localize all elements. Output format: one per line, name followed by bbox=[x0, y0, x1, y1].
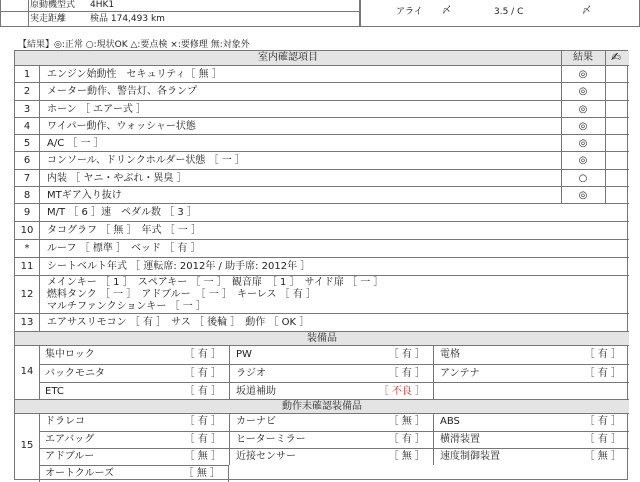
equipment-value: ［ 有 ］ bbox=[184, 368, 221, 379]
row-number: 6 bbox=[23, 155, 31, 167]
equipment-name: ドラレコ bbox=[45, 416, 85, 427]
equipment-value: ［ 有 ］ bbox=[584, 368, 621, 379]
equipment-value: ［ 無 ］ bbox=[184, 451, 221, 462]
unverified-equipment-cell bbox=[433, 448, 629, 465]
equipment-value: ［ 有 ］ bbox=[184, 416, 221, 427]
equipment-name: 近接センサー bbox=[236, 451, 296, 462]
equipment-value: ［ 有 ］ bbox=[388, 368, 425, 379]
result-mark: ◎ bbox=[578, 120, 588, 132]
row-number: 14 bbox=[20, 366, 34, 377]
equipment-cell bbox=[39, 382, 229, 400]
row-number: 13 bbox=[20, 317, 34, 328]
equipment-name: 坂道補助 bbox=[236, 386, 276, 397]
row-number: 7 bbox=[23, 172, 31, 184]
unverified-equipment-cell bbox=[229, 414, 433, 431]
equipment-cell bbox=[229, 346, 433, 364]
equipment-name: アンテナ bbox=[440, 368, 480, 379]
row-text: MTギア入り抜け bbox=[47, 189, 122, 201]
checklist-row bbox=[15, 117, 629, 134]
equipment-name: オートクルーズ bbox=[45, 468, 114, 479]
equipment-cell bbox=[433, 346, 629, 364]
row-number: 5 bbox=[23, 138, 31, 149]
unverified-equipment-cell bbox=[229, 448, 433, 465]
unverified-equipment-cell bbox=[433, 431, 629, 448]
equipment-cell bbox=[229, 382, 433, 400]
row-text: M/T ［ 6 ］速 ペダル数 ［ 3 ］ bbox=[47, 207, 197, 218]
equipment-cell bbox=[39, 346, 229, 364]
section-interior-title: 室内確認項目 bbox=[258, 52, 318, 63]
equipment-cell bbox=[229, 364, 433, 382]
row-number: 15 bbox=[20, 440, 34, 451]
mileage-value: 検品 174,493 km bbox=[90, 14, 165, 24]
row-text: A/C ［ 一 ］ bbox=[47, 138, 104, 149]
row-number: * bbox=[24, 243, 30, 254]
result-mark: ◎ bbox=[578, 155, 588, 167]
equipment-name: 電格 bbox=[440, 349, 460, 360]
unverified-equipment-cell bbox=[433, 414, 629, 431]
equipment-name: カーナビ bbox=[236, 416, 276, 427]
row-text-line1: メインキー ［ 1 ］ スペアキー ［ 一 ］ 観音扉 ［ 1 ］ サイド扉 ［ 一 ］ bbox=[47, 277, 384, 288]
equipment-value: ［ 有 ］ bbox=[388, 349, 425, 360]
row-text: メーター動作、警告灯、各ランプ bbox=[47, 86, 197, 98]
unverified-equipment-cell bbox=[229, 431, 433, 448]
unverified-grid bbox=[15, 413, 629, 481]
equipment-name: バックモニタ bbox=[45, 368, 105, 379]
row-text-line3: マルチファンクションキー ［ 一 ］ bbox=[47, 301, 206, 312]
equipment-name: 横滑装置 bbox=[440, 434, 480, 445]
equipment-value: ［ 有 ］ bbox=[584, 349, 621, 360]
hand-icon: ✍ bbox=[610, 50, 622, 64]
equipment-name: ラジオ bbox=[236, 368, 266, 379]
unverified-equipment-cell bbox=[39, 465, 229, 482]
alignment-value: 3.5 / C bbox=[494, 7, 524, 17]
row-text: ルーフ ［ 標準 ］ ベッド ［ 有 ］ bbox=[47, 243, 201, 254]
equipment-cell bbox=[39, 364, 229, 382]
equipment-value: ［ 無 ］ bbox=[388, 416, 425, 427]
equipment-value: ［ 無 ］ bbox=[388, 451, 425, 462]
section-unverified-header bbox=[15, 399, 629, 413]
row-number: 9 bbox=[23, 207, 31, 218]
equipment-value: ［ 不良 ］ bbox=[378, 386, 425, 397]
row-number: 12 bbox=[20, 289, 34, 300]
checklist-row bbox=[15, 186, 629, 203]
unverified-equipment-cell bbox=[39, 448, 229, 465]
equipment-value: ［ 有 ］ bbox=[184, 349, 221, 360]
result-header: 結果 bbox=[573, 52, 593, 63]
row-10 bbox=[15, 221, 629, 239]
section-equipment-header bbox=[15, 331, 629, 345]
equipment-name: ヒーターミラー bbox=[236, 434, 306, 445]
equipment-value: ［ 有 ］ bbox=[584, 434, 621, 445]
equipment-name: アドブルー bbox=[45, 451, 95, 462]
checklist-row bbox=[15, 100, 629, 117]
result-mark: ◎ bbox=[578, 138, 588, 149]
check-mark-2: 〆 bbox=[582, 6, 592, 16]
check-mark-1: 〆 bbox=[442, 6, 452, 16]
equipment-name: 集中ロック bbox=[45, 349, 95, 360]
equipment-value: ［ 有 ］ bbox=[584, 416, 621, 427]
row-number: 8 bbox=[23, 189, 31, 201]
checklist-row bbox=[15, 169, 629, 186]
row-number: 4 bbox=[23, 120, 31, 132]
row-11 bbox=[15, 257, 629, 275]
row-text: シートベルト年式 ［ 運転席: 2012年 / 助手席: 2012年 ］ bbox=[47, 261, 311, 272]
row-text: エアサスリモコン ［ 有 ］ サス ［ 後輪 ］ 動作 ［ OK ］ bbox=[47, 317, 310, 328]
section-interior-header bbox=[15, 51, 629, 65]
row-text: エンジン始動性 セキュリティ［ 無 ］ bbox=[47, 69, 222, 80]
row-12 bbox=[15, 275, 629, 313]
unverified-equipment-cell bbox=[39, 431, 229, 448]
vehicle-info-strip bbox=[0, 0, 640, 28]
row-number: 11 bbox=[20, 261, 34, 272]
equipment-name: ABS bbox=[440, 416, 460, 427]
checklist-row bbox=[15, 65, 629, 82]
alignment-label: アライ bbox=[396, 7, 423, 17]
row-9 bbox=[15, 203, 629, 221]
engine-type-label: 原動機型式 bbox=[30, 0, 76, 10]
row-number: 3 bbox=[23, 103, 31, 115]
result-mark: ◎ bbox=[578, 103, 588, 115]
row-text: ワイパー動作、ウォッシャー状態 bbox=[47, 120, 196, 132]
row-text: 内装 ［ ヤニ・やぶれ・異臭 ］ bbox=[47, 172, 187, 184]
equipment-value: ［ 有 ］ bbox=[388, 434, 425, 445]
result-legend: 【結果】◎:正常 ○:現状OK △:要点検 ×:要修理 無:対象外 bbox=[18, 40, 250, 50]
checklist-row bbox=[15, 82, 629, 99]
row-text-line2: 燃料タンク ［ 一 ］ アドブルー ［ 一 ］ キーレス ［ 有 ］ bbox=[47, 289, 317, 300]
row-number: 2 bbox=[23, 86, 31, 98]
section-equipment-title: 装備品 bbox=[307, 333, 337, 344]
checklist-row bbox=[15, 134, 629, 151]
result-mark: ○ bbox=[578, 172, 588, 184]
row-number: 10 bbox=[20, 225, 34, 236]
row-roof bbox=[15, 239, 629, 257]
row-13 bbox=[15, 313, 629, 331]
result-mark: ◎ bbox=[578, 69, 588, 80]
row-number: 1 bbox=[23, 69, 31, 80]
equipment-grid bbox=[15, 345, 629, 399]
unverified-equipment-cell bbox=[39, 414, 229, 431]
equipment-name: 速度制御装置 bbox=[440, 451, 500, 462]
row-text: コンソール、ドリンクホルダー状態 ［ 一 ］ bbox=[47, 155, 245, 167]
row-text: タコグラフ ［ 無 ］ 年式 ［ 一 ］ bbox=[47, 225, 202, 236]
checklist-row bbox=[15, 151, 629, 168]
equipment-value: ［ 無 ］ bbox=[584, 451, 621, 462]
result-mark: ◎ bbox=[578, 86, 588, 98]
section-unverified-title: 動作未確認装備品 bbox=[282, 401, 362, 412]
row-text: ホーン ［ エアー式 ］ bbox=[47, 103, 147, 115]
equipment-cell bbox=[433, 382, 629, 400]
equipment-name: エアバッグ bbox=[45, 434, 95, 445]
equipment-value: ［ 有 ］ bbox=[184, 434, 221, 445]
equipment-cell bbox=[433, 364, 629, 382]
engine-type-value: 4HK1 bbox=[90, 0, 115, 10]
equipment-value: ［ 無 ］ bbox=[183, 468, 220, 479]
equipment-value: ［ 有 ］ bbox=[184, 386, 221, 397]
result-mark: ◎ bbox=[578, 189, 588, 201]
mileage-label: 実走距離 bbox=[30, 14, 67, 24]
inspection-table bbox=[14, 50, 628, 480]
equipment-name: PW bbox=[236, 349, 252, 360]
equipment-name: ETC bbox=[45, 386, 64, 397]
